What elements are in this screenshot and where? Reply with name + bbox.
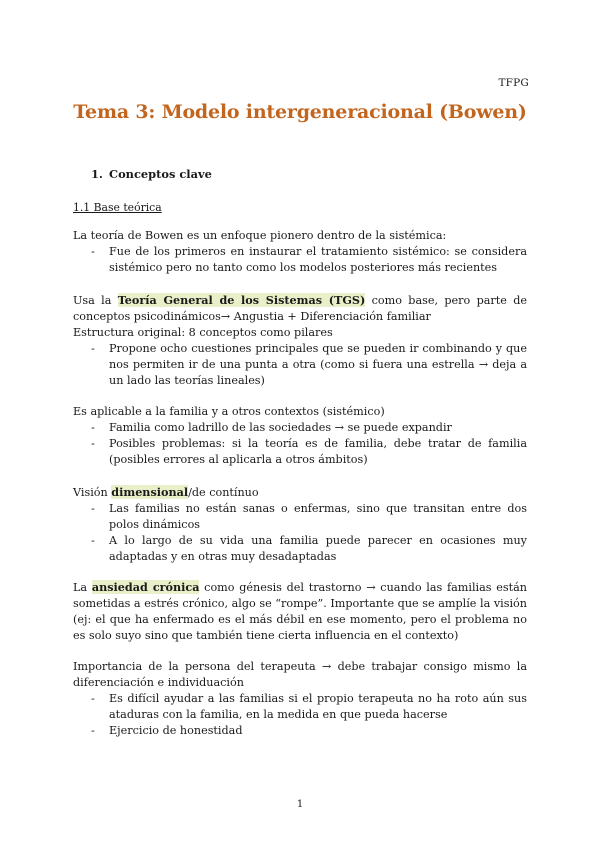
text-run: /de contínuo — [188, 486, 259, 499]
page-number: 1 — [296, 799, 304, 810]
section-label: Conceptos clave — [109, 167, 212, 181]
paragraph: Es aplicable a la familia y a otros contextos (sistémico) — [73, 405, 385, 418]
text-run: Visión — [73, 486, 112, 499]
list-item: - Las familias no están sanas o enfermas, sino que transitan entre dos polos dinámicos — [73, 501, 527, 533]
highlighted-term: dimensional — [111, 485, 189, 499]
list-item: - A lo largo de su vida una familia puede parecer en ocasiones muy adaptadas y en otras muy desadaptadas — [73, 533, 527, 565]
paragraph-block-1 — [73, 228, 527, 276]
highlighted-term: ansiedad crónica — [91, 580, 200, 594]
subsection-heading: 1.1 Base teórica — [73, 201, 162, 214]
page-title: Tema 3: Modelo intergeneracional (Bowen) — [73, 101, 527, 123]
paragraph: La teoría de Bowen es un enfoque pionero dentro de la sistémica: — [73, 229, 447, 242]
paragraph-block-2 — [73, 292, 527, 389]
text-run: Usa la — [73, 294, 118, 307]
highlighted-term: Teoría General de los Sistemas (TGS) — [117, 293, 366, 307]
paragraph — [73, 484, 527, 501]
bullet-list — [73, 341, 527, 389]
bullet-list — [73, 501, 527, 565]
header-tag: TFPG — [498, 77, 529, 89]
paragraph-block-4 — [73, 484, 527, 565]
paragraph — [73, 579, 527, 644]
paragraph: Importancia de la persona del terapeuta → debe trabajar consigo mismo la diferenciación e individuación — [73, 660, 527, 689]
text-run: como base, pero parte de conceptos psicodinámicos→ Angustia + Diferenciación familiar — [73, 294, 527, 323]
bullet-list — [73, 420, 527, 468]
paragraph-block-5 — [73, 579, 527, 644]
text-run: como génesis del trastorno → cuando las familias están sometidas a estrés crónico, algo se “rompe”. Importante que se amplíe la visión (ej: el que ha enfermado es el más débil en ese momento, pero el problema no es solo suyo sino que también tiene cierta influencia en el contexto) — [73, 581, 528, 642]
bullet-list — [73, 691, 527, 739]
paragraph-block-3 — [73, 404, 527, 468]
paragraph: Estructura original: 8 conceptos como pilares — [73, 326, 333, 339]
list-item: - Posibles problemas: si la teoría es de familia, debe tratar de familia (posibles errores al aplicarla a otros ámbitos) — [73, 436, 527, 468]
list-item: - Familia como ladrillo de las sociedades → se puede expandir — [73, 420, 527, 436]
paragraph — [73, 292, 527, 325]
bullet-list — [73, 244, 527, 276]
list-item: - Ejercicio de honestidad — [73, 723, 527, 739]
text-run: La — [73, 581, 92, 594]
list-item: - Propone ocho cuestiones principales que se pueden ir combinando y que nos permiten ir de una punta a otra (como si fuera una estrella → deja a un lado las teorías lineales) — [73, 341, 527, 389]
list-item: - Fue de los primeros en instaurar el tratamiento sistémico: se considera sistémico pero no tanto como los modelos posteriores más recientes — [73, 244, 527, 276]
section-heading — [91, 166, 212, 182]
paragraph-block-6 — [73, 659, 527, 739]
list-item: - Es difícil ayudar a las familias si el propio terapeuta no ha roto aún sus ataduras con la familia, en la medida en que pueda hacerse — [73, 691, 527, 723]
section-number: 1. — [91, 167, 103, 181]
